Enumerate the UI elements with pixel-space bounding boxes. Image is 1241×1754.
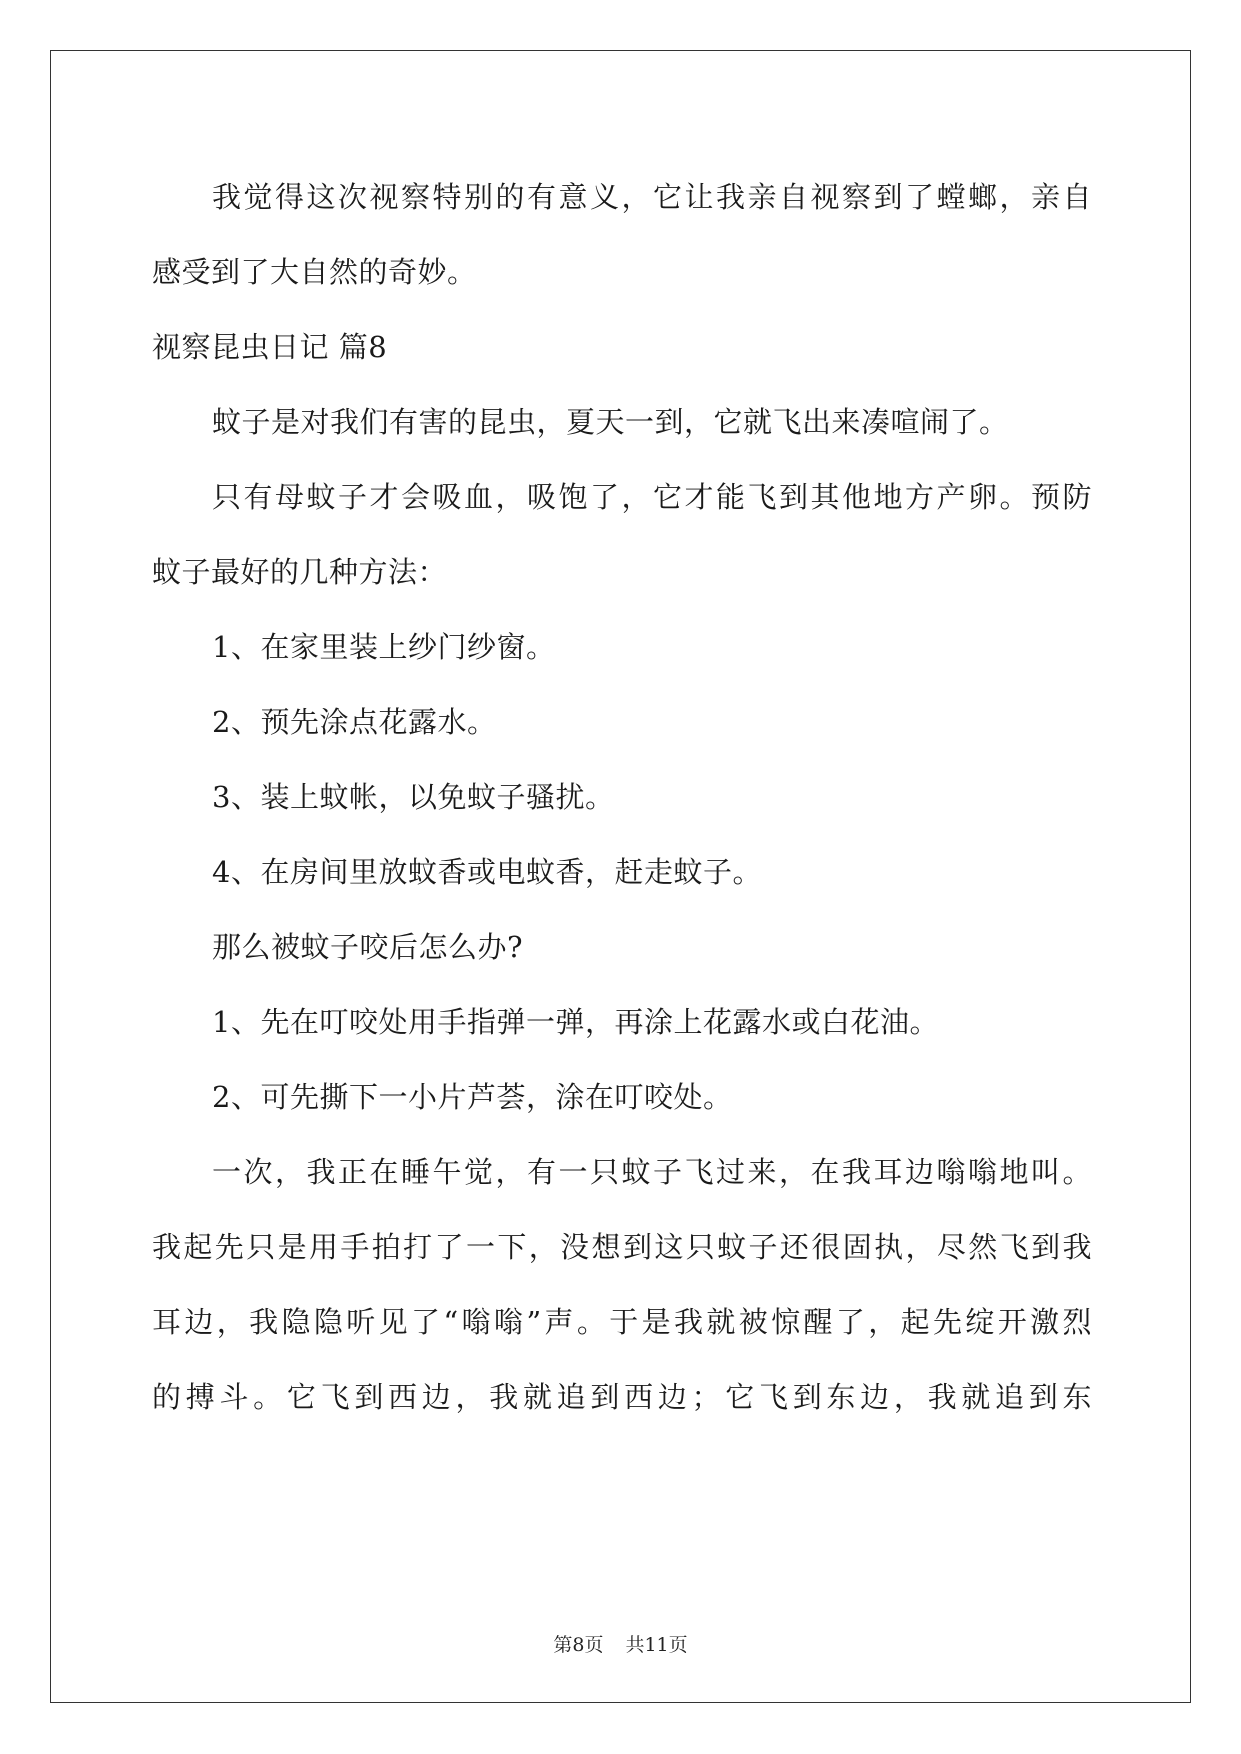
section-heading: 视察昆虫日记 篇8 (152, 330, 388, 364)
paragraph-line: 耳边，我隐隐听见了“嗡嗡”声。于是我就被惊醒了，起先绽开激烈 (152, 1305, 1092, 1339)
list-item: 1、先在叮咬处用手指弹一弹，再涂上花露水或白花油。 (212, 1005, 939, 1039)
list-item: 4、在房间里放蚊香或电蚊香，赶走蚊子。 (212, 855, 762, 889)
list-item: 3、装上蚊帐，以免蚊子骚扰。 (212, 780, 615, 814)
paragraph-line: 的搏斗。它飞到西边，我就追到西边；它飞到东边，我就追到东 (152, 1380, 1092, 1414)
page-number: 第8页 (553, 1634, 604, 1656)
paragraph-line: 蚊子最好的几种方法： (152, 555, 448, 589)
paragraph-line: 感受到了大自然的奇妙。 (152, 255, 477, 289)
list-item: 2、可先撕下一小片芦荟，涂在叮咬处。 (212, 1080, 733, 1114)
paragraph-line: 一次，我正在睡午觉，有一只蚊子飞过来，在我耳边嗡嗡地叫。 (212, 1155, 1092, 1189)
paragraph-line: 我起先只是用手拍打了一下，没想到这只蚊子还很固执，尽然飞到我 (152, 1230, 1092, 1264)
list-item: 1、在家里装上纱门纱窗。 (212, 630, 556, 664)
document-body (152, 160, 1092, 1435)
paragraph-line: 只有母蚊子才会吸血，吸饱了，它才能飞到其他地方产卵。预防 (212, 480, 1092, 514)
paragraph-line: 蚊子是对我们有害的昆虫，夏天一到，它就飞出来凑喧闹了。 (212, 405, 1009, 439)
paragraph-line: 我觉得这次视察特别的有意义，它让我亲自视察到了螳螂，亲自 (212, 180, 1092, 214)
list-item: 2、预先涂点花露水。 (212, 705, 497, 739)
paragraph-line: 那么被蚊子咬后怎么办? (212, 930, 524, 964)
page-total: 共11页 (625, 1634, 688, 1656)
page-footer (0, 1630, 1241, 1657)
